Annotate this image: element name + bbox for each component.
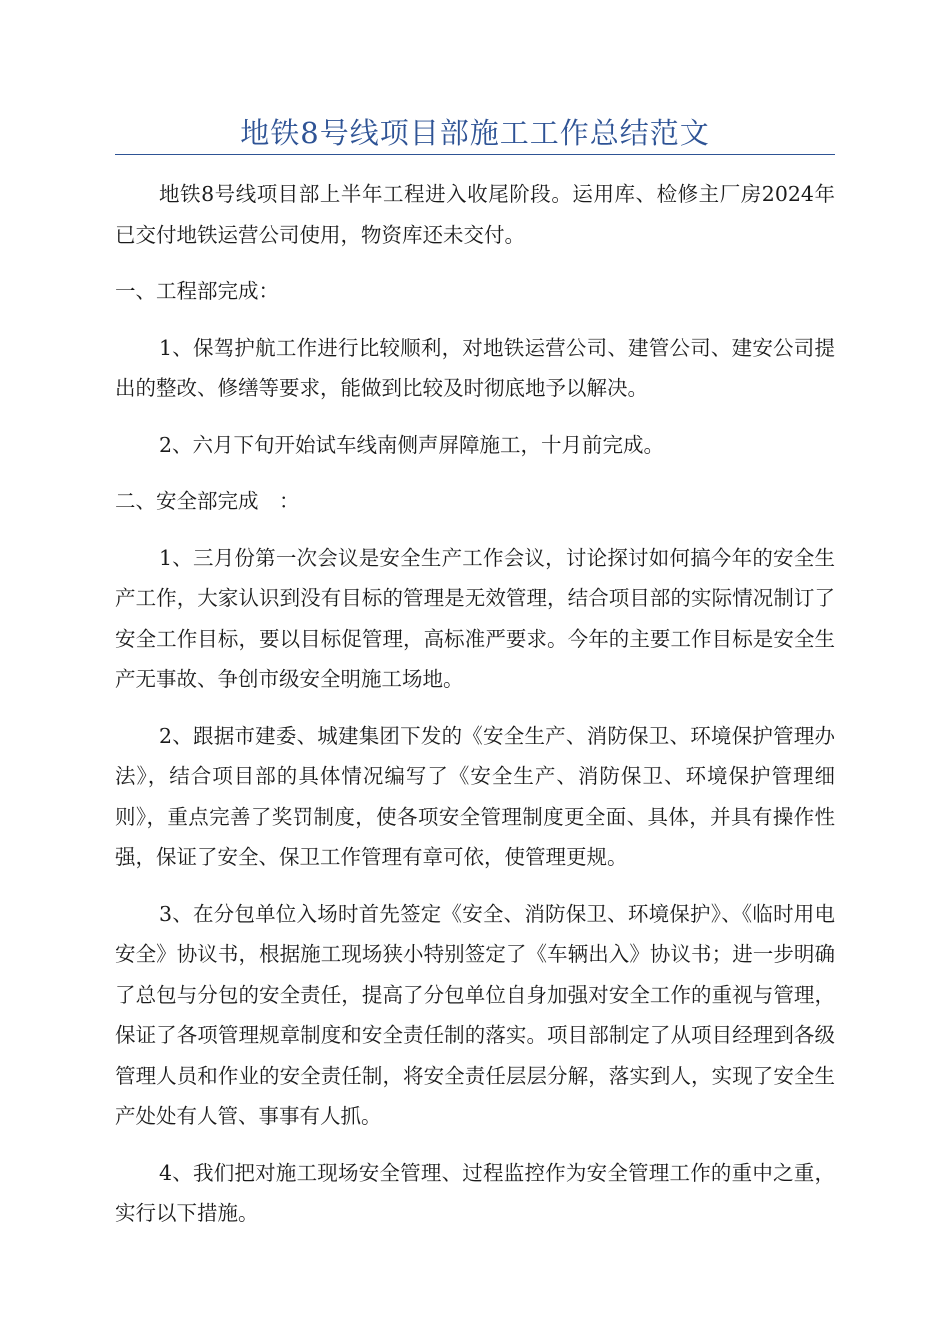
section-heading-engineering: 一、工程部完成： xyxy=(115,279,279,303)
document-body xyxy=(115,174,835,1250)
title-underline xyxy=(115,154,835,155)
safety-item-4: 4、我们把对施工现场安全管理、过程监控作为安全管理工作的重中之重，实行以下措施。 xyxy=(115,1160,835,1225)
safety-item-2: 2、跟据市建委、城建集团下发的《安全生产、消防保卫、环境保护管理办法》，结合项目部的具体情况编写了《安全生产、消防保卫、环境保护管理细则》，重点完善了奖罚制度，使各项安全管理制度更全面、具体，并具有操作性强，保证了安全、保卫工作管理有章可依，使管理更规。 xyxy=(115,723,835,869)
intro-paragraph: 地铁8号线项目部上半年工程进入收尾阶段。运用库、检修主厂房2024年已交付地铁运营公司使用，物资库还未交付。 xyxy=(115,182,835,247)
safety-item-3: 3、在分包单位入场时首先签定《安全、消防保卫、环境保护》、《临时用电安全》协议书，根据施工现场狭小特别签定了《车辆出入》协议书；进一步明确了总包与分包的安全责任，提高了分包单位自身加强对安全工作的重视与管理，保证了各项管理规章制度和安全责任制的落实。项目部制定了从项目经理到各级管理人员和作业的安全责任制，将安全责任层层分解，落实到人，实现了安全生产处处有人管、事事有人抓。 xyxy=(115,901,835,1128)
engineering-item-1: 1、保驾护航工作进行比较顺利，对地铁运营公司、建管公司、建安公司提出的整改、修缮等要求，能做到比较及时彻底地予以解决。 xyxy=(115,335,835,400)
section-heading-safety: 二、安全部完成 ： xyxy=(115,489,300,513)
safety-item-1: 1、三月份第一次会议是安全生产工作会议，讨论探讨如何搞今年的安全生产工作，大家认识到没有目标的管理是无效管理，结合项目部的实际情况制订了安全工作目标，要以目标促管理，高标准严要求。今年的主要工作目标是安全生产无事故、争创市级安全明施工场地。 xyxy=(115,545,835,691)
page-title: 地铁8号线项目部施工工作总结范文 xyxy=(240,116,710,150)
engineering-item-2: 2、六月下旬开始试车线南侧声屏障施工，十月前完成。 xyxy=(159,432,665,457)
